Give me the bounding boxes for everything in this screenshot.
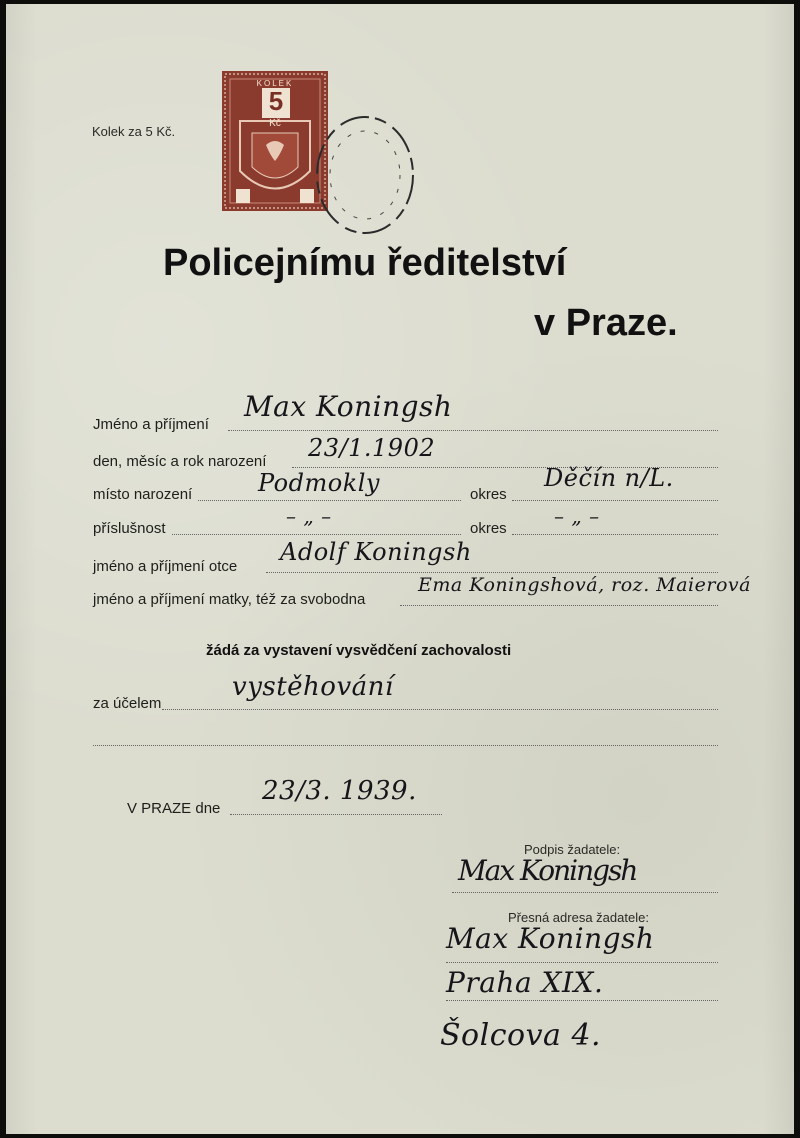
date-label: V PRAZE dne [127, 800, 221, 817]
document-title: Policejnímu ředitelství [163, 242, 567, 284]
birthplace-value: Podmokly [258, 469, 380, 497]
stamp-top-text: KOLEK [256, 79, 294, 88]
document-sheet [6, 4, 794, 1134]
purpose-line [162, 709, 718, 710]
address-label: Přesná adresa žadatele: [508, 910, 649, 925]
birth-date-label: den, měsíc a rok narození [93, 453, 267, 470]
purpose-label: za účelem [93, 695, 162, 712]
birth-date-value: 23/1.1902 [308, 434, 436, 462]
district-label: okres [470, 486, 507, 503]
postmark-circle-graphic [310, 110, 420, 240]
father-name-label: jméno a příjmení otce [93, 558, 238, 575]
postmark-cancellation [310, 110, 420, 240]
mother-name-line [400, 605, 718, 606]
citizenship-value: – „ – [286, 504, 332, 528]
district-line [512, 500, 718, 501]
date-line [230, 814, 442, 815]
name-label: Jméno a příjmení [93, 416, 209, 433]
purpose-extra-line [93, 745, 718, 746]
signature-line [452, 892, 718, 893]
address-line-1-value: Max Koningsh [446, 922, 655, 955]
district-value: Děčín n/L. [544, 464, 674, 492]
father-name-line [266, 572, 718, 573]
citizenship-line [172, 534, 461, 535]
signature-label: Podpis žadatele: [524, 842, 621, 857]
district2-value: – „ – [554, 504, 600, 528]
name-value: Max Koningsh [244, 390, 453, 423]
district2-line [512, 534, 718, 535]
document-title-city: v Praze. [534, 302, 678, 344]
purpose-value: vystěhování [232, 672, 394, 702]
district2-label: okres [470, 520, 507, 537]
date-value: 23/3. 1939. [262, 776, 417, 806]
name-line [228, 430, 718, 431]
address-line-1 [446, 962, 718, 963]
stamp-value: 5 [268, 86, 284, 116]
mother-name-value: Ema Koningshová, roz. Maierová [418, 574, 751, 596]
mother-name-label: jméno a příjmení matky, též za svobodna [93, 591, 366, 608]
address-line-2 [446, 1000, 718, 1001]
birthplace-line [198, 500, 461, 501]
father-name-value: Adolf Koningsh [280, 538, 472, 566]
stamp-caption: Kolek za 5 Kč. [92, 124, 176, 139]
request-heading: žádá za vystavení vysvědčení zachovalosti [206, 642, 512, 659]
citizenship-label: příslušnost [93, 520, 166, 537]
stamp-currency: Kč [269, 118, 281, 129]
signature-value: Max Koningsh [458, 854, 637, 887]
address-line-3-value: Šolcova 4. [440, 1018, 602, 1053]
birthplace-label: místo narození [93, 486, 193, 503]
address-line-2-value: Praha XIX. [446, 966, 604, 999]
